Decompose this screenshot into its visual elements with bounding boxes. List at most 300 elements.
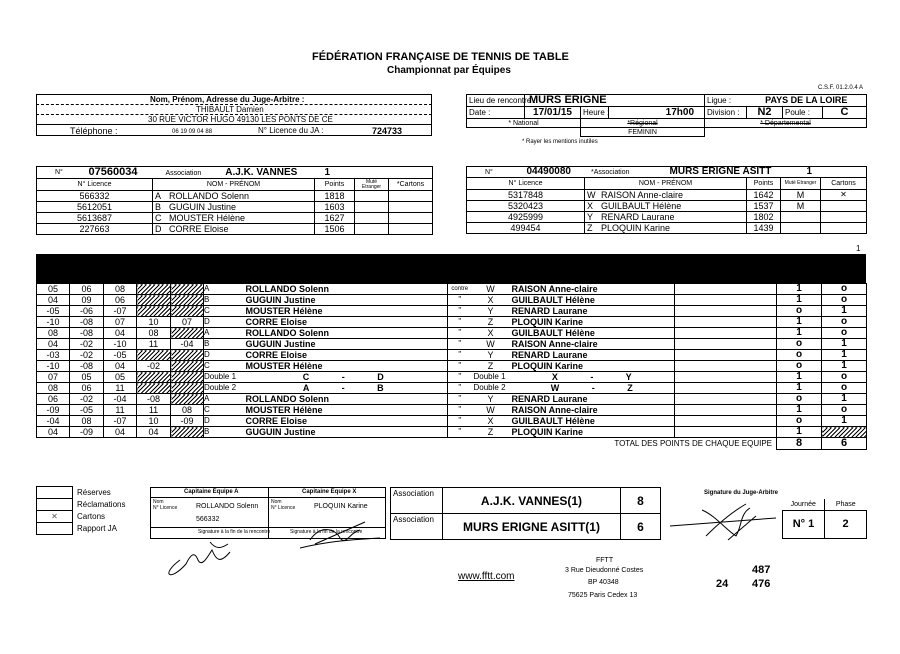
ja-licence-label: N° Licence du JA :	[258, 126, 324, 135]
match-separator: "	[448, 383, 472, 394]
set-score-3: 04	[104, 328, 137, 339]
match-spacer	[675, 328, 777, 339]
set-score-2: 06	[70, 284, 104, 295]
match-separator: "	[448, 416, 472, 427]
totals-label: TOTAL DES POINTS DE CHAQUE EQUIPE	[204, 438, 777, 450]
set-score-2: 09	[70, 295, 104, 306]
result-team-x: MURS ERIGNE ASITT(1)	[443, 514, 621, 540]
nom-label: Nom	[153, 499, 164, 505]
set-score-5: 07	[171, 317, 204, 328]
match-spacer	[675, 339, 777, 350]
player-fullname: GUILBAULT Hélène	[601, 200, 682, 211]
result-a: 1	[777, 295, 822, 306]
player-cartons	[389, 224, 433, 235]
check-box[interactable]	[37, 487, 73, 499]
match-separator: "	[448, 317, 472, 328]
page-title: FÉDÉRATION FRANÇAISE DE TENNIS DE TABLE	[312, 51, 569, 63]
team-x-n-label: N°	[467, 167, 585, 178]
player-x-name: RAISON Anne-claire	[510, 405, 675, 416]
player-licence: 5612051	[37, 202, 153, 213]
team-a-player-row	[37, 224, 433, 235]
result-a: 1	[777, 317, 822, 328]
set-score-1: -04	[37, 416, 70, 427]
set-score-3: 11	[104, 405, 137, 416]
match-separator: "	[448, 372, 472, 383]
referee-label: Nom, Prénom, Adresse du Juge-Arbitre :	[150, 95, 305, 104]
captain-a-name: ROLLANDO Solenn	[196, 503, 259, 510]
team-x-assoc-label: *Association	[591, 169, 630, 176]
set-score-2: 06	[70, 383, 104, 394]
player-x-letter: W	[472, 284, 510, 295]
player-a-letter: C	[204, 361, 240, 372]
player-x-letter: Y	[472, 306, 510, 317]
check-row	[37, 499, 147, 511]
assoc-label: Association	[391, 488, 443, 514]
player-cartons	[389, 213, 433, 224]
player-a-letter: A	[204, 394, 240, 405]
set-score-2: 05	[70, 372, 104, 383]
player-fullname: RENARD Laurane	[601, 211, 675, 222]
result-x: 1	[822, 361, 867, 372]
handwritten-487: 487	[752, 564, 771, 576]
player-cartons	[389, 191, 433, 202]
note-rayer: * Rayer les mentions inutiles	[522, 139, 598, 145]
player-a-name: GUGUIN Justine	[240, 339, 448, 350]
player-fullname: PLOQUIN Karine	[601, 222, 671, 233]
col-mute: Muté Etranger	[355, 179, 389, 191]
referee-address: 30 RUE VICTOR HUGO 49130 LES PONTS DE CE	[148, 115, 333, 124]
result-x: o	[822, 383, 867, 394]
page-number: 1	[856, 244, 861, 253]
player-fullname: CORRE Eloise	[169, 223, 229, 234]
match-row	[37, 394, 867, 405]
check-box[interactable]: ✕	[37, 511, 73, 523]
meeting-ligue: PAYS DE LA LOIRE	[747, 95, 867, 107]
result-x: 1	[822, 394, 867, 405]
player-a-name: ROLLANDO Solenn	[240, 394, 448, 405]
divider	[36, 124, 432, 125]
licence-label: N° Licence	[153, 505, 178, 511]
team-a-table	[36, 166, 433, 235]
player-x-name: RAISON Anne-claire	[510, 284, 675, 295]
set-score-3: 04	[104, 361, 137, 372]
set-score-1: 04	[37, 339, 70, 350]
set-score-5	[171, 306, 204, 317]
player-x-name: RENARD Laurane	[510, 394, 675, 405]
player-x-name: GUILBAULT Hélène	[510, 295, 675, 306]
player-a-name: ROLLANDO Solenn	[240, 328, 448, 339]
result-score-x: 6	[621, 514, 661, 540]
player-letter: Y	[587, 211, 594, 222]
match-row	[37, 284, 867, 295]
referee-phone: 06 19 09 04 88	[172, 129, 213, 135]
set-score-1: 08	[37, 328, 70, 339]
result-x: o	[822, 284, 867, 295]
team-a-assoc-label: Association	[165, 170, 202, 177]
set-score-5: -09	[171, 416, 204, 427]
double-pair-a: C - D	[240, 372, 448, 383]
match-row	[37, 306, 867, 317]
result-x: 1	[822, 339, 867, 350]
result-a: o	[777, 394, 822, 405]
player-points: 1506	[315, 224, 355, 235]
match-spacer	[675, 372, 777, 383]
player-letter: W	[587, 189, 596, 200]
match-row	[37, 328, 867, 339]
player-points: 1642	[747, 190, 781, 201]
player-x-name: RENARD Laurane	[510, 306, 675, 317]
player-cartons	[821, 212, 867, 223]
set-score-4: 04	[137, 427, 171, 438]
meeting-date: 17/01/15	[525, 107, 581, 119]
ja-licence: 724733	[372, 126, 403, 136]
captain-a-licence: 566332	[196, 516, 220, 523]
set-score-4: 10	[137, 416, 171, 427]
set-score-5	[171, 328, 204, 339]
total-x: 6	[822, 438, 867, 450]
set-score-3: 04	[104, 427, 137, 438]
fftt-website-link[interactable]: www.fftt.com	[458, 571, 515, 582]
match-spacer	[675, 361, 777, 372]
player-fullname: GUGUIN Justine	[169, 201, 237, 212]
player-licence: 5613687	[37, 213, 153, 224]
set-score-1: 04	[37, 427, 70, 438]
set-score-5	[171, 350, 204, 361]
double-label-x: Double 1	[472, 372, 510, 383]
set-score-5: -04	[171, 339, 204, 350]
match-separator: "	[448, 394, 472, 405]
double-label-a: Double 2	[204, 383, 240, 394]
result-x: o	[822, 295, 867, 306]
player-a-letter: D	[204, 350, 240, 361]
set-score-5	[171, 372, 204, 383]
player-fullname: ROLLANDO Solenn	[169, 190, 250, 201]
check-label: Réclamations	[77, 499, 126, 509]
player-a-letter: A	[204, 284, 240, 295]
set-score-4: 11	[137, 405, 171, 416]
double-label-x: Double 2	[472, 383, 510, 394]
set-score-2: -06	[70, 306, 104, 317]
meeting-poule: C	[823, 107, 867, 119]
match-separator: "	[448, 295, 472, 306]
player-letter: D	[155, 223, 162, 234]
player-name	[153, 191, 315, 202]
player-x-name: PLOQUIN Karine	[510, 427, 675, 438]
match-row	[37, 427, 867, 438]
player-a-name: ROLLANDO Solenn	[240, 284, 448, 295]
match-row	[37, 416, 867, 427]
result-a: o	[777, 306, 822, 317]
match-row	[37, 361, 867, 372]
player-mute: M	[781, 190, 821, 201]
set-score-4	[137, 306, 171, 317]
team-x-player-row	[467, 201, 867, 212]
player-name	[153, 224, 315, 235]
set-score-1: -10	[37, 361, 70, 372]
set-score-2: -02	[70, 350, 104, 361]
nom-label: Nom	[271, 499, 282, 505]
fftt-address-3: 75625 Paris Cedex 13	[568, 592, 638, 599]
player-name	[153, 202, 315, 213]
result-x: 1	[822, 350, 867, 361]
page-subtitle: Championnat par Équipes	[387, 65, 511, 76]
level-national: * National	[467, 119, 581, 128]
player-letter: Z	[587, 222, 593, 233]
result-team-a: A.J.K. VANNES(1)	[443, 488, 621, 514]
player-name	[585, 223, 747, 234]
match-row	[37, 383, 867, 394]
player-points: 1627	[315, 213, 355, 224]
set-score-1: 04	[37, 295, 70, 306]
player-name	[585, 212, 747, 223]
result-a: 1	[777, 284, 822, 295]
player-x-letter: Z	[472, 317, 510, 328]
set-score-4: 11	[137, 339, 171, 350]
player-cartons	[821, 223, 867, 234]
fftt-address-2: BP 40348	[588, 579, 619, 586]
player-a-name: MOUSTER Hélène	[240, 405, 448, 416]
match-spacer	[675, 405, 777, 416]
player-cartons	[821, 201, 867, 212]
player-name	[585, 201, 747, 212]
result-x: 1	[822, 416, 867, 427]
player-mute	[781, 223, 821, 234]
set-score-2: -09	[70, 427, 104, 438]
player-x-letter: Y	[472, 394, 510, 405]
match-spacer	[675, 295, 777, 306]
player-x-letter: W	[472, 339, 510, 350]
team-a-team-no: 1	[315, 167, 433, 179]
player-mute	[355, 224, 389, 235]
player-x-letter: X	[472, 416, 510, 427]
result-x: o	[822, 405, 867, 416]
match-separator: "	[448, 328, 472, 339]
player-a-letter: B	[204, 295, 240, 306]
player-x-letter: Z	[472, 361, 510, 372]
set-score-4: -08	[137, 394, 171, 405]
fftt-label: FFTT	[596, 557, 614, 564]
set-score-1: -09	[37, 405, 70, 416]
result-a: 1	[777, 405, 822, 416]
fftt-address-1: 3 Rue Dieudonné Costes	[565, 567, 644, 574]
captain-signatures	[150, 520, 390, 582]
player-x-letter: Z	[472, 427, 510, 438]
meeting-place: MURS ERIGNE	[525, 95, 705, 107]
player-a-name: CORRE Eloise	[240, 350, 448, 361]
journee-value: N° 1	[783, 510, 825, 538]
player-a-name: MOUSTER Hélène	[240, 361, 448, 372]
col-licence: N° Licence	[37, 179, 153, 191]
heure-label: Heure :	[581, 107, 609, 119]
match-row	[37, 295, 867, 306]
player-a-letter: C	[204, 405, 240, 416]
journee-table	[782, 499, 867, 539]
set-score-2: -08	[70, 361, 104, 372]
result-a: 1	[777, 427, 822, 438]
set-score-2: -08	[70, 317, 104, 328]
match-separator: "	[448, 427, 472, 438]
check-label: Réserves	[77, 487, 111, 497]
player-a-letter: B	[204, 339, 240, 350]
signature-note-x: Signature à la fin de la rencontre	[290, 529, 363, 535]
captain-a-label: Capitaine Équipe A	[184, 489, 239, 495]
player-licence: 566332	[37, 191, 153, 202]
player-letter: B	[155, 201, 162, 212]
set-score-4	[137, 284, 171, 295]
meeting-division: N2	[747, 107, 783, 119]
player-a-letter: D	[204, 416, 240, 427]
match-spacer	[675, 394, 777, 405]
match-separator: "	[448, 405, 472, 416]
check-box[interactable]	[37, 499, 73, 511]
result-x: o	[822, 328, 867, 339]
player-mute	[355, 213, 389, 224]
team-x-team-no: 1	[747, 167, 867, 178]
captain-x-label: Capitaine Équipe X	[302, 489, 357, 495]
level-departemental: * Départemental	[705, 119, 867, 128]
team-x-number: 04490080	[526, 166, 571, 177]
player-fullname: MOUSTER Hélène	[169, 212, 246, 223]
player-x-name: RAISON Anne-claire	[510, 339, 675, 350]
match-separator: "	[448, 361, 472, 372]
set-score-4	[137, 350, 171, 361]
team-a-number: 07560034	[88, 166, 138, 178]
player-x-name: PLOQUIN Karine	[510, 361, 675, 372]
player-name	[153, 213, 315, 224]
set-score-3: -04	[104, 394, 137, 405]
set-score-1: -10	[37, 317, 70, 328]
set-score-1: 08	[37, 383, 70, 394]
player-cartons: ✕	[821, 190, 867, 201]
match-spacer	[675, 317, 777, 328]
set-score-2: -02	[70, 339, 104, 350]
result-a: o	[777, 339, 822, 350]
player-x-name: PLOQUIN Karine	[510, 317, 675, 328]
player-a-letter: B	[204, 427, 240, 438]
check-row	[37, 523, 147, 535]
match-header-bar	[36, 254, 866, 283]
date-label: Date :	[467, 107, 525, 119]
match-separator: contre	[448, 284, 472, 295]
player-licence: 5317848	[467, 190, 585, 201]
set-score-4	[137, 295, 171, 306]
captain-x-name: PLOQUIN Karine	[314, 503, 368, 510]
col-licence: N° Licence	[467, 178, 585, 190]
result-a: 1	[777, 383, 822, 394]
check-label: Cartons	[77, 511, 106, 521]
player-points: 1439	[747, 223, 781, 234]
team-x-name: MURS ERIGNE ASITT	[669, 166, 772, 177]
player-x-name: GUILBAULT Hélène	[510, 416, 675, 427]
player-a-letter: D	[204, 317, 240, 328]
match-separator: "	[448, 339, 472, 350]
assoc-label: Association	[391, 514, 443, 540]
result-x	[822, 427, 867, 438]
result-x: o	[822, 372, 867, 383]
set-score-5	[171, 383, 204, 394]
player-x-letter: X	[472, 295, 510, 306]
meeting-heure: 17h00	[609, 107, 705, 119]
set-score-2: 08	[70, 416, 104, 427]
player-x-name: GUILBAULT Hélène	[510, 328, 675, 339]
set-score-3: 05	[104, 372, 137, 383]
team-x-table	[466, 166, 867, 234]
player-a-name: GUGUIN Justine	[240, 427, 448, 438]
player-licence: 499454	[467, 223, 585, 234]
place-label: Lieu de rencontre :	[467, 95, 525, 107]
form-code: C.S.F. 01.2.0.4 A	[818, 85, 864, 91]
team-x-player-row	[467, 223, 867, 234]
set-score-5	[171, 284, 204, 295]
double-pair-x: W - Z	[510, 383, 675, 394]
set-score-1: -05	[37, 306, 70, 317]
poule-label: Poule :	[783, 107, 823, 119]
set-score-5	[171, 394, 204, 405]
team-x-player-row	[467, 190, 867, 201]
player-cartons	[389, 202, 433, 213]
player-letter: C	[155, 212, 162, 223]
match-spacer	[675, 427, 777, 438]
player-a-name: MOUSTER Hélène	[240, 306, 448, 317]
set-score-1: 06	[37, 394, 70, 405]
set-score-3: 06	[104, 295, 137, 306]
set-score-4	[137, 383, 171, 394]
player-a-name: GUGUIN Justine	[240, 295, 448, 306]
player-points: 1603	[315, 202, 355, 213]
player-x-letter: W	[472, 405, 510, 416]
total-a: 8	[777, 438, 822, 450]
gender-feminin: FEMININ	[581, 128, 705, 137]
player-licence: 5320423	[467, 201, 585, 212]
double-pair-x: X - Y	[510, 372, 675, 383]
set-score-4: 10	[137, 317, 171, 328]
player-licence: 4925999	[467, 212, 585, 223]
set-score-2: -05	[70, 405, 104, 416]
checks-table	[36, 486, 147, 535]
set-score-4: 08	[137, 328, 171, 339]
player-points: 1818	[315, 191, 355, 202]
match-spacer	[675, 416, 777, 427]
set-score-2: -02	[70, 394, 104, 405]
signature-note-a: Signature à la fin de la rencontre	[198, 529, 271, 535]
phase-value: 2	[825, 510, 867, 538]
match-row	[37, 350, 867, 361]
referee-name: THIBAULT Damien	[196, 105, 264, 114]
match-spacer	[675, 284, 777, 295]
set-score-4	[137, 372, 171, 383]
ja-signature-label: Signature du Juge-Arbitre	[704, 490, 779, 496]
match-row	[37, 339, 867, 350]
player-mute	[355, 191, 389, 202]
set-score-1: 07	[37, 372, 70, 383]
player-mute	[781, 212, 821, 223]
ja-signature	[666, 496, 786, 544]
set-score-5	[171, 427, 204, 438]
player-fullname: RAISON Anne-claire	[601, 189, 684, 200]
player-points: 1802	[747, 212, 781, 223]
match-row	[37, 317, 867, 328]
check-box[interactable]	[37, 523, 73, 535]
result-a: o	[777, 416, 822, 427]
meeting-table	[466, 94, 867, 137]
player-letter: A	[155, 190, 162, 201]
set-score-5: 08	[171, 405, 204, 416]
player-a-name: CORRE Eloise	[240, 416, 448, 427]
player-points: 1537	[747, 201, 781, 212]
set-score-3: -05	[104, 350, 137, 361]
check-row	[37, 511, 147, 523]
match-row	[37, 372, 867, 383]
